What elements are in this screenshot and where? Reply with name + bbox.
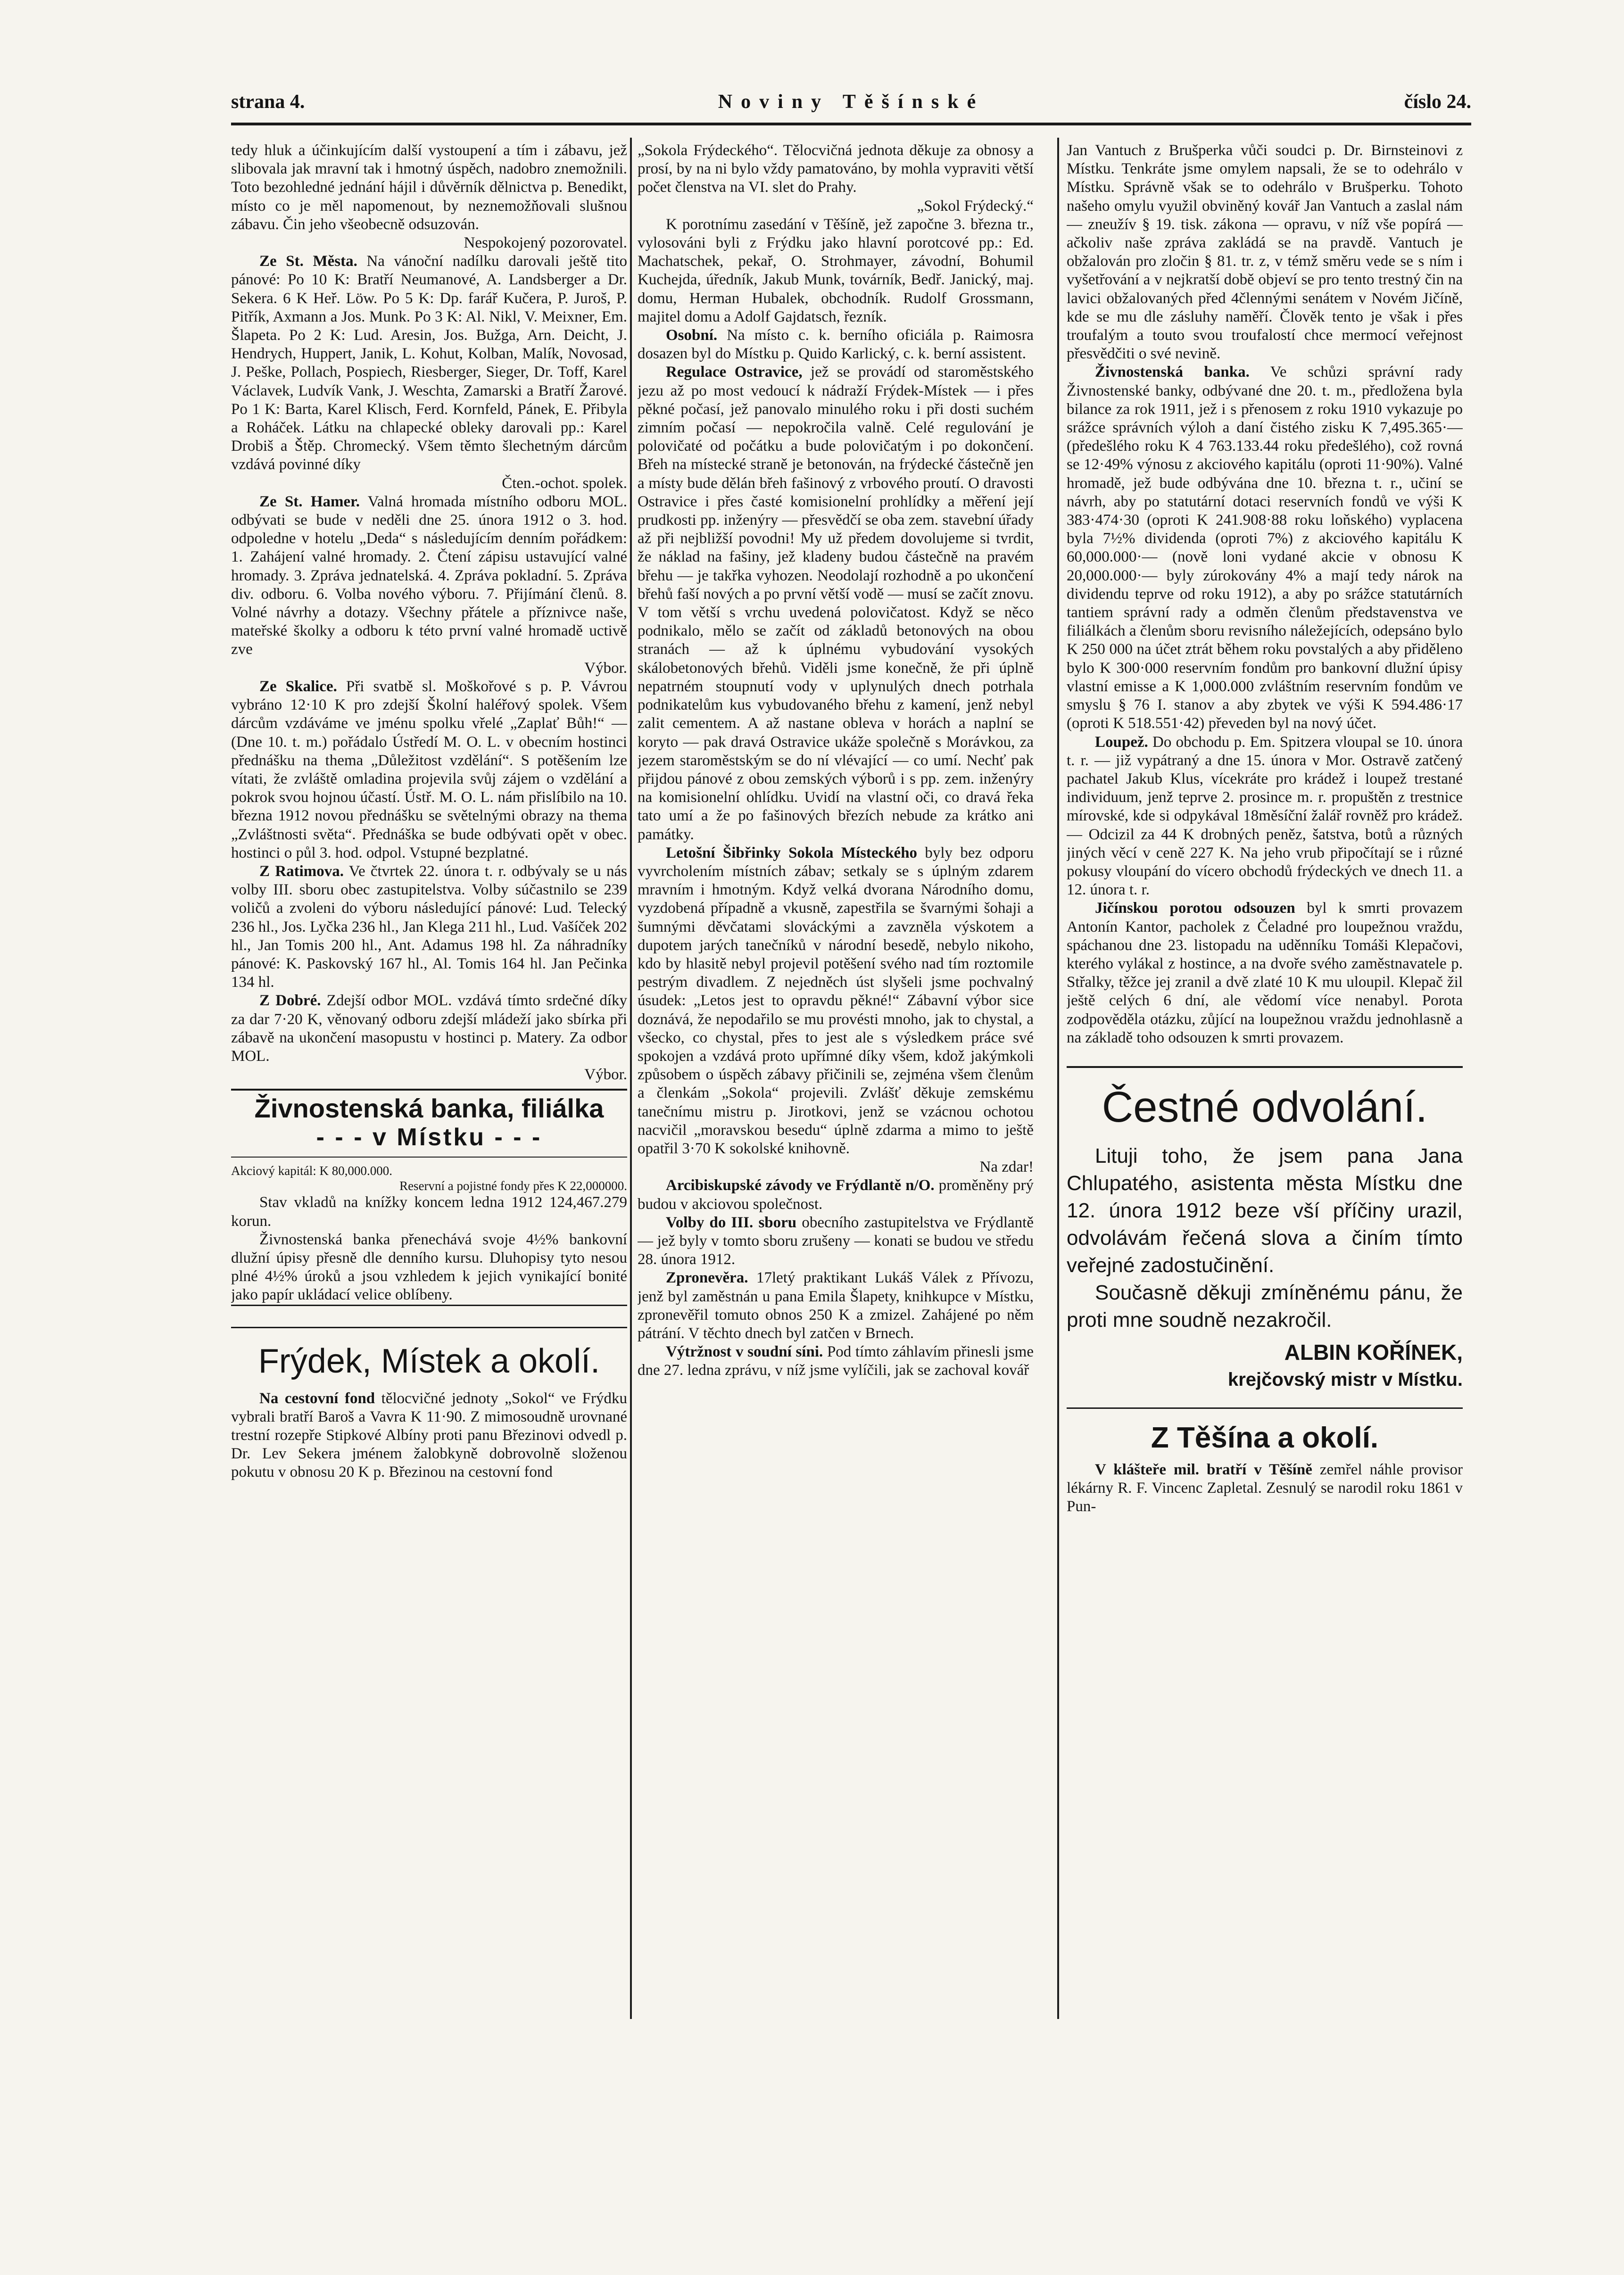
article-text: Při svatbě sl. Moškořové s p. P. Vávrou vybráno 12·10 K pro zdejší Školní haléřový spolek. Všem dárcům vzdáváme ve jménu spolku vřelé „Zaplať Bůh!“ — (Dne 10. t. m.) pořádalo Ústředí M. O. L. v obecním hostinci přednášku na thema „Důležitost vzdělání“. S potěšením lze vítati, že zvláště omladina projevila svůj zájem o vzdělání a pokrok svou hojnou účastí. Ústř. M. O. L. nám přislíbilo na 10. března 1912 novou přednášku se světelnými obrazy na thema „Zvláštnosti světa“. Přednáška se bude odbývati opět v obec. hostinci o půl 3. hod. odpol. Vstupné bezplatné. xyxy=(231,678,627,861)
article-lead: Ze St. Hamer. xyxy=(259,493,360,510)
bank-capital: Akciový kapitál: K 80,000.000. xyxy=(231,1164,392,1178)
bank-reserve: Reservní a pojistné fondy přes K 22,000000. xyxy=(399,1179,627,1193)
newspaper-title: Noviny Těšínské xyxy=(718,91,985,113)
article-cestovni-fond xyxy=(231,1390,627,1482)
page-header xyxy=(231,91,1471,119)
column-1 xyxy=(231,141,627,2056)
article-lead: Arcibiskupské závody ve Frýdlantě n/O. xyxy=(666,1177,935,1194)
article-lead: Výtržnost v soudní síni. xyxy=(666,1343,823,1361)
article-porota xyxy=(1067,899,1463,1047)
article-lead: Loupež. xyxy=(1095,733,1148,751)
article-sibrinky xyxy=(638,844,1034,1158)
divider xyxy=(231,1157,627,1158)
apology-signer-title: krejčovský mistr v Místku. xyxy=(1227,1369,1463,1390)
article-text: tedy hluk a účinkujícím další vystoupení a tím i zábavu, jež slibovala jak mravní tak i hmotný úspěch, nadobro znemožnili. Toto bezohledné jednání hájil i důvěrník dělnictva p. Benedikt, místo co je měl napomenout, by neznemožňovali slušnou zábavu. Čin jeho všeobecně odsuzován. xyxy=(231,142,627,233)
signature: Na zdar! xyxy=(979,1158,1034,1176)
article-loupez xyxy=(1067,733,1463,900)
article-klaster xyxy=(1067,1461,1463,1516)
section-heading: Z Těšína a okolí. xyxy=(1067,1407,1463,1457)
article-text: Ve čtvrtek 22. února t. r. odbývaly se u nás volby III. sboru obec zastupitelstva. Volby súčastnilo se 239 voličů a zvoleni do výboru následující pánové: Lud. Telecký 236 hl., Jos. Lyčka 236 hl., Jan Klega 211 hl., Lud. Vašíček 202 hl., Jan Tomis 200 hl., Ant. Adamus 198 hl. Za náhradníky pánové: K. Paskovský 167 hl., Al. Tomis 164 hl. Jan Pečinka 134 hl. xyxy=(231,862,627,991)
column-3 xyxy=(1067,141,1463,2056)
article-z-ratimova xyxy=(231,862,627,992)
article-lead: Z Dobré. xyxy=(259,992,321,1009)
article-text: Jan Vantuch z Brušperka vůči soudci p. Dr. Birnsteinovi z Místku. Tenkráte jsme omylem napsali, že se to odehrálo v Místku. Správně však se to odehrálo v Brušperku. Tohoto našeho omylu využil obviněný kovář Jan Vantuch a zaslal nám — zneužív § 19. tisk. zákona — opravu, v níž vše popírá — ačkoliv naše zpráva zakládá se na pravdě. Vantuch je obžalován pro zločin § 81. tr. z, v témž směru vede se s ním i vyšetřování a v nejkratší době objeví se pro tento trestný čin na lavici obžalovaných před 4člennými senátem v Novém Jičíně, kde se mu dle zásluhy naměří. Člověk tento je však i přes troufalým a touto svou troufalostí chce mermocí veřejnost přesvědčiti o své nevině. xyxy=(1067,142,1463,363)
column-2 xyxy=(638,141,1034,2056)
article-arcibiskupske-zavody xyxy=(638,1176,1034,1213)
signature: Výbor. xyxy=(584,659,627,677)
signature: Čten.-ochot. spolek. xyxy=(502,474,627,492)
column-divider xyxy=(630,138,632,2019)
article-lead: Osobní. xyxy=(666,327,718,344)
article-text: byly bez odporu vyvrcholením místních zábav; setkaly se s úplným zdarem mravním i hmotným. Když velká dvorana Národního domu, vyzdobená případně a vkusně, zapestřila se švarnými šohaji a šumnými děvčatami slováckými a zavzněla výskotem a dupotem jarých tanečníků v národní besedě, nebylo nikoho, kdo by hlasitě nebyl projevil potěšení svého nad tím roztomile pestrým divadlem. Z nejedněch úst slyšeli jsme pochvalný úsudek: „Letos jest to opravdu pěkné!“ Zábavní výbor sice doznává, že nepodařilo se mu provésti mnoho, jak to chystal, a všecko, co chystal, přes to jest ale s výsledkem práce své spokojen a vzdává proto upřímné díky všem, kdož jakýmkoli způsobem o úspěch zábavy přičinili se, zejména všem členům a členkám „Sokola“ projevili. Zvlášť děkuje zemskému tanečnímu mistru p. Jirotkovi, jenž se vzácnou ochotou nacvičil „moravskou besedu“ úplně zdarma a mimo to ještě opatřil 3·70 K sokolské knihovně. xyxy=(638,844,1034,1157)
signature: Výbor. xyxy=(584,1066,627,1084)
article-lead: Regulace Ostravice, xyxy=(666,364,803,381)
apology-notice xyxy=(1067,1142,1463,1393)
apology-text: Současně děkuji zmíněnému pánu, že proti mne soudně nezakročil. xyxy=(1067,1281,1463,1332)
article-text: Do obchodu p. Em. Spitzera vloupal se 10. února t. r. — již vypátraný a dne 15. února v Mor. Ostravě zatčený pachatel Jakub Klus, vícekráte pro krádež i loupež trestané individuum, jenž teprve 2. prosince m. r. propuštěn z trestnice mírovské, kde si odpykával 18měsíční žalář rovněž pro krádež. — Odcizil za 44 K drobných peněz, šatstva, botů a různých jiných věcí v ceně 227 K. Na jeho vrub připočítají se i různé pokusy vloupání do vícero obchodů frýdeckých ve dnech 11. a 12. února t. r. xyxy=(1067,733,1463,899)
article-volby xyxy=(638,1214,1034,1269)
article-lead: Na cestovní fond xyxy=(259,1390,375,1407)
issue-number: číslo 24. xyxy=(1404,91,1471,113)
article-text: obecního zastupitelstva ve Frýdlantě — jež byly v tomto sboru zrušeny — konati se budou ve středu 28. února 1912. xyxy=(638,1214,1034,1268)
article-text: Na vánoční nadílku darovali ještě tito pánové: Po 10 K: Bratří Neumanové, A. Landsberger a Dr. Sekera. 6 K Heř. Löw. Po 5 K: Dp. farář Kučera, P. Juroš, P. Pitřík, Axmann a Jos. Munk. Po 3 K: Al. Nikl, V. Meixner, Em. Šlapeta. Po 2 K: Lud. Aresin, Jos. Bužga, Arn. Deicht, J. Hendrych, Huppert, Janik, L. Kohut, Kolban, Malík, Novosad, J. Peške, Pollach, Pospiech, Riesberger, Sieger, Dr. Toff, Karel Václavek, Ludvík Vank, J. Weschta, Zamarski a Bratří Žarové. Po 1 K: Barta, Karel Klisch, Ferd. Kornfeld, Pánek, E. Přibyla a Roháček. Látku na chlapecké obleky darovali pp.: Karel Drobiš a Štěp. Chromecký. Všem těmto šlechetným dárcům vzdává povinné díky xyxy=(231,253,627,473)
article-zpronevera xyxy=(638,1269,1034,1343)
apology-heading: Čestné odvolání. xyxy=(1067,1066,1463,1133)
article-ze-skalice xyxy=(231,678,627,862)
article-lead: Letošní Šibřinky Sokola Místeckého xyxy=(666,844,918,861)
article-text: zemřel náhle provisor lékárny R. F. Vincenc Zapletal. Zesnulý se narodil roku 1861 v Pun- xyxy=(1067,1461,1463,1515)
article-lead: Živnostenská banka. xyxy=(1095,364,1250,381)
article-lead: Z Ratimova. xyxy=(259,862,344,880)
bank-ad-subtitle: - - - v Místku - - - xyxy=(316,1124,542,1151)
signature: Nespokojený pozorovatel. xyxy=(464,234,627,252)
article-z-dobre xyxy=(231,992,627,1066)
article-zivnostenska-banka xyxy=(1067,363,1463,733)
article-text: Valná hromada místního odboru MOL. odbývati se bude v neděli dne 25. února 1912 o 3. hod. odpoledne v hotelu „Deda“ s následujícím denním pořádkem: 1. Zahájení valné hromady. 2. Čtení zápisu ustavující valné hromady. 3. Zpráva jednatelská. 4. Zpráva pokladní. 5. Zpráva div. odboru. 6. Volba nového výboru. 7. Přijímání členů. 8. Volné návrhy a dotazy. Všechny přátele a příznivce naše, mateřské školky a odboru k této první valné hromadě uctivě zve xyxy=(231,493,627,658)
article-text: „Sokola Frýdeckého“. Tělocvičná jednota děkuje za obnosy a prosí, by na ni bylo vždy pamatováno, by mohla vypraviti větší počet členstva na VI. slet do Prahy. xyxy=(638,142,1034,196)
article-osobni xyxy=(638,326,1034,363)
column-divider xyxy=(1057,138,1059,2019)
article-lead: V klášteře mil. bratří v Těšíně xyxy=(1095,1461,1312,1478)
bank-ad-text: Stav vkladů na knížky koncem ledna 1912 124,467.279 korun. xyxy=(231,1194,627,1230)
article-text: proměněny prý budou v akciovou společnost. xyxy=(638,1177,1034,1213)
bank-ad-title: Živnostenská banka, filiálka xyxy=(254,1093,604,1124)
article-lead: Volby do III. sboru xyxy=(666,1214,797,1231)
article-ze-st-mesta xyxy=(231,252,627,474)
article-text: jež se provádí od staroměstského jezu až po most vedoucí k nádraží Frýdek-Místek — i přes pěkné počasí, jež panovalo minulého roku i při dosti suchém zimním počasí — nepokročila valně. Celé regulování je polovičaté od počátku a bude polovičatým i po dokončení. Břeh na místecké straně je betonován, na frýdecké částečně jen a místy bude dělán břeh fašinový z vrbového proutí. O dravosti Ostravice i přes časté komisionelní prohlídky a měření její prudkosti pp. inženýry — přesvědčí se oba zem. stavební úřady až při nejbližší povodni! My už předem dovolujeme si tvrdit, že náklad na fašiny, jež kladeny budou částečně na pravém břehu — je takřka vyhozen. Neodolají rozhodně a po ukončení břehů faší nových a po první větší vodě — musí se začít znovu. V tom větší s vrchu uvedená polovičatost. Když se něco podnikalo, mělo se začít od základů betonových na obou stranách — až k úplnému vybudování vysokých skálobetonových břehů. Viděli jsme konečně, že při úplně nepatrném stoupnutí vody v uplynulých dnech potrhala podnikatelům kus vybudovaného břehu z kamení, jenž nebyl zalit cementem. A až nastane obleva v horách a naplní se koryto — pak dravá Ostravice ukáže společně s Morávkou, za jezem staroměstským se do ní vlévající — co umí. Nechť pak přijdou pánové z obou zemských výborů i s pp. zem. inženýry na komisionelní ohlídku. Uvidí na vlastní oči, co dravá řeka tato umí a že po fašinových březích nebude za krátko ani památky. xyxy=(638,364,1034,843)
page-number: strana 4. xyxy=(231,91,305,113)
article-porotni-zasedani: K porotnímu zasedání v Těšíně, jež započne 3. března tr., vylosováni byli z Frýdku jako hlavní porotcové pp.: Ed. Machatschek, pekař, O. Strohmayer, závodní, Bohumil Kuchejda, úředník, Jakub Munk, továrník, Bedř. Janický, maj. domu, Herman Hubalek, obchodník. Rudolf Grossmann, majitel domu a Adolf Gajdatsch, řezník. xyxy=(638,215,1034,325)
article-text: Zdejší odbor MOL. vzdává tímto srdečné díky za dar 7·20 K, věnovaný odboru zdejší mládeží jako sbírka při zábavě na ukončení masopustu v hostinci p. Matery. Za odbor MOL. xyxy=(231,992,627,1065)
bank-advertisement xyxy=(231,1089,627,1306)
article-lead: Jičínskou porotou odsouzen xyxy=(1095,900,1295,917)
bank-ad-text: Živnostenská banka přenechává svoje 4½% bankovní dlužní úpisy přesně dle denního kursu. Dluhopisy tyto nesou plné 4½% úroků a jsou vzhledem k jejich vynikající bonité jako papír ukládací velice oblíbeny. xyxy=(231,1231,627,1304)
article-lead: Ze St. Města. xyxy=(259,253,357,270)
signature: „Sokol Frýdecký.“ xyxy=(917,197,1034,215)
article-lead: Ze Skalice. xyxy=(259,678,337,695)
article-vytrznost xyxy=(638,1343,1034,1380)
article-lead: Zpronevěra. xyxy=(666,1269,748,1287)
article-text: tělocvičné jednoty „Sokol“ ve Frýdku vybrali bratří Baroš a Vavra K 11·90. Z mimosoudně urovnané trestní rozepře Stipkové Albíny proti panu Březinovi odvedl p. Dr. Lev Sekera jménem žalobkyně dobrovolně složenou pokutu v obnosu 20 K p. Březinou na cestovní fond xyxy=(231,1390,627,1481)
apology-signer: ALBIN KOŘÍNEK, xyxy=(1284,1340,1463,1365)
article-text: Pod tímto záhlavím přinesli jsme dne 27. ledna zprávu, v níž jsme vylíčili, jak se zachoval kovář xyxy=(638,1343,1034,1379)
article-ze-st-hamer xyxy=(231,493,627,659)
article-regulace-ostravice xyxy=(638,363,1034,844)
section-heading: Frýdek, Místek a okolí. xyxy=(231,1327,627,1382)
apology-text: Lituji toho, že jsem pana Jana Chlupatého, asistenta města Místku dne 12. února 1912 beze vší příčiny urazil, odvolávám řečená slova a činím tímto veřejné zadostučinění. xyxy=(1067,1144,1463,1277)
article-text: byl k smrti provazem Antonín Kantor, pacholek z Čeladné pro loupežnou vraždu, spáchanou dne 23. listopadu na uděnníku Tomáši Klepačovi, kterého vylákal z hostince, a na dvoře svého zaměstnavatele p. Střalky, těžce jej zranil a dvě zlaté 10 K mu uloupil. Klepač žil ještě celých 6 dní, ale vědomí více nenabyl. Porota zodpověděla otázku, zůjící na loupežnou vraždu jednohlasně a na základě toho odsouzen k smrti provazem. xyxy=(1067,900,1463,1046)
article-text: 17letý praktikant Lukáš Válek z Přívozu, jenž byl zaměstnán u pana Emila Šlapety, knihkupce v Místku, zpronevěřil tomuto obnos 250 K a zmizel. Zahájené po něm pátrání. V těchto dnech byl zatčen v Brnech. xyxy=(638,1269,1034,1342)
article-text: Ve schůzi správní rady Živnostenské banky, odbývané dne 20. t. m., předložena byla bilance za rok 1911, jež i s přenosem z roku 1910 vykazuje po srážce správních výloh a daní čistého zisku K 7,495.365·— (předešlého roku K 4 763.133.44 roku předešlého), což rovná se 12·49% výnosu z akciového kapitálu (oproti 11·90%). Valné hromadě, jež bude odbývána dne 10. března t. r., učiní se návrh, aby po statutární dotaci reservních fondů ve výši K 383·474·30 (oproti K 241.908·88 roku loňského) vyplacena byla 7½% dividenda (oproti 7%) z akciového kapitálu K 60,000.000·— (nově loni vydané akcie v obnosu K 20,000.000·— byly zúrokovány 4% a mají tedy nárok na dividendu teprve od roku 1912), a aby po srážce statutárních tantiem správní rady a odměn členům představenstva ve filiálkách a členům sboru revisního náležejících, odepsáno bylo K 250 000 na účet ztrát během roku povstalých a aby přiděleno bylo K 300·000 reservním fondům pro bankovní dlužní úpisy vlastní emisse a K 1,000.000 zvláštním reservním fondům ve smyslu § 76 I. stanov a aby zbytek ve výši K 594.486·17 (oproti K 518.551·42) převeden byl na nový účet. xyxy=(1067,364,1463,732)
article-text: Na místo c. k. berního oficiála p. Raimosra dosazen byl do Místku p. Quido Karlický, c. k. berní assistent. xyxy=(638,327,1034,363)
header-rule xyxy=(231,123,1471,125)
